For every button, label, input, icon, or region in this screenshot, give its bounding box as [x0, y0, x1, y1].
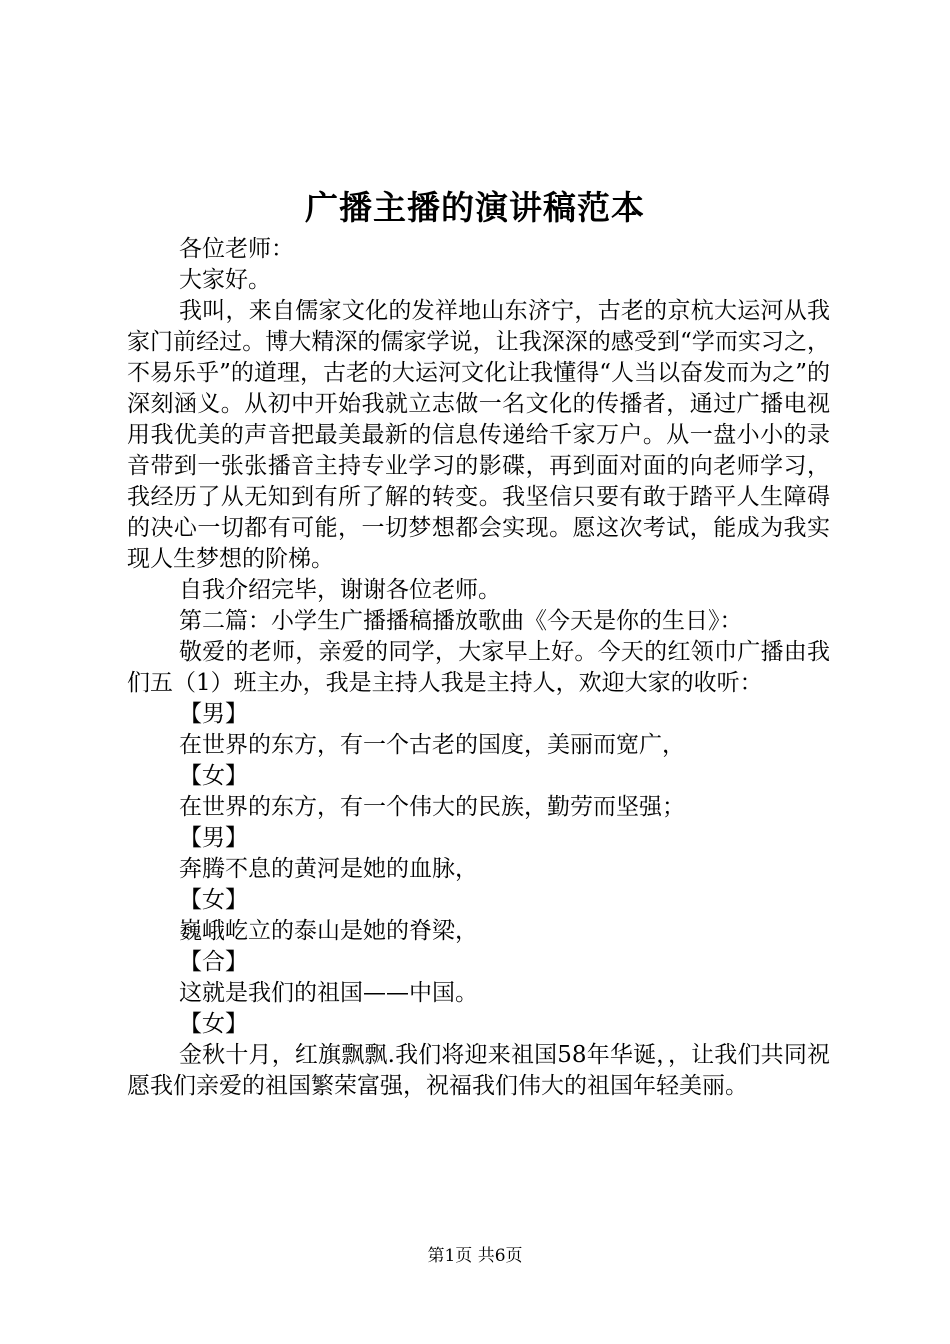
script-line: 这就是我们的祖国——中国。: [179, 980, 478, 1006]
document-body: [127, 234, 830, 1102]
page-footer: 第1页 共6页: [427, 1246, 523, 1266]
document-title: 广播主播的演讲稿范本: [305, 188, 645, 227]
script-line: 巍峨屹立的泰山是她的脊梁，: [179, 918, 478, 944]
salutation: 各位老师：: [179, 236, 294, 262]
speaker-label: 【女】: [179, 1011, 248, 1037]
greeting: 大家好。: [179, 267, 271, 293]
speaker-label: 【合】: [179, 949, 248, 975]
speaker-label: 【男】: [179, 701, 248, 727]
body-paragraph-intro: 我叫，来自儒家文化的发祥地山东济宁，古老的京杭大运河从我家门前经过。博大精深的儒家学说，让我深深的感受到“学而实习之，不易乐乎”的道理，古老的大运河文化让我懂得“人当以奋发而为之”的深刻涵义。从初中开始我就立志做一名文化的传播者，通过广播电视用我优美的声音把最美最新的信息传递给千家万户。从一盘小小的录音带到一张张播音主持专业学习的影碟，再到面对面的向老师学习，我经历了从无知到有所了解的转变。我坚信只要有敢于踏平人生障碍的决心一切都有可能，一切梦想都会实现。愿这次考试，能成为我实现人生梦想的阶梯。: [127, 298, 830, 572]
speaker-label: 【女】: [179, 887, 248, 913]
body-paragraph-broadcast: 敬爱的老师，亲爱的同学，大家早上好。今天的红领巾广播由我们五（1）班主办，我是主持人我是主持人，欢迎大家的收听：: [127, 639, 830, 696]
section-heading: 第二篇：小学生广播播稿播放歌曲《今天是你的生日》：: [179, 608, 743, 634]
speaker-label: 【女】: [179, 763, 248, 789]
speaker-label: 【男】: [179, 825, 248, 851]
script-line: 在世界的东方，有一个古老的国度，美丽而宽广，: [179, 732, 685, 758]
closing-line: 自我介绍完毕，谢谢各位老师。: [179, 577, 501, 603]
body-paragraph-closing: 金秋十月，红旗飘飘.我们将迎来祖国58年华诞，，让我们共同祝愿我们亲爱的祖国繁荣富强，祝福我们伟大的祖国年轻美丽。: [127, 1042, 830, 1099]
script-line: 在世界的东方，有一个伟大的民族，勤劳而坚强；: [179, 794, 685, 820]
script-line: 奔腾不息的黄河是她的血脉，: [179, 856, 478, 882]
